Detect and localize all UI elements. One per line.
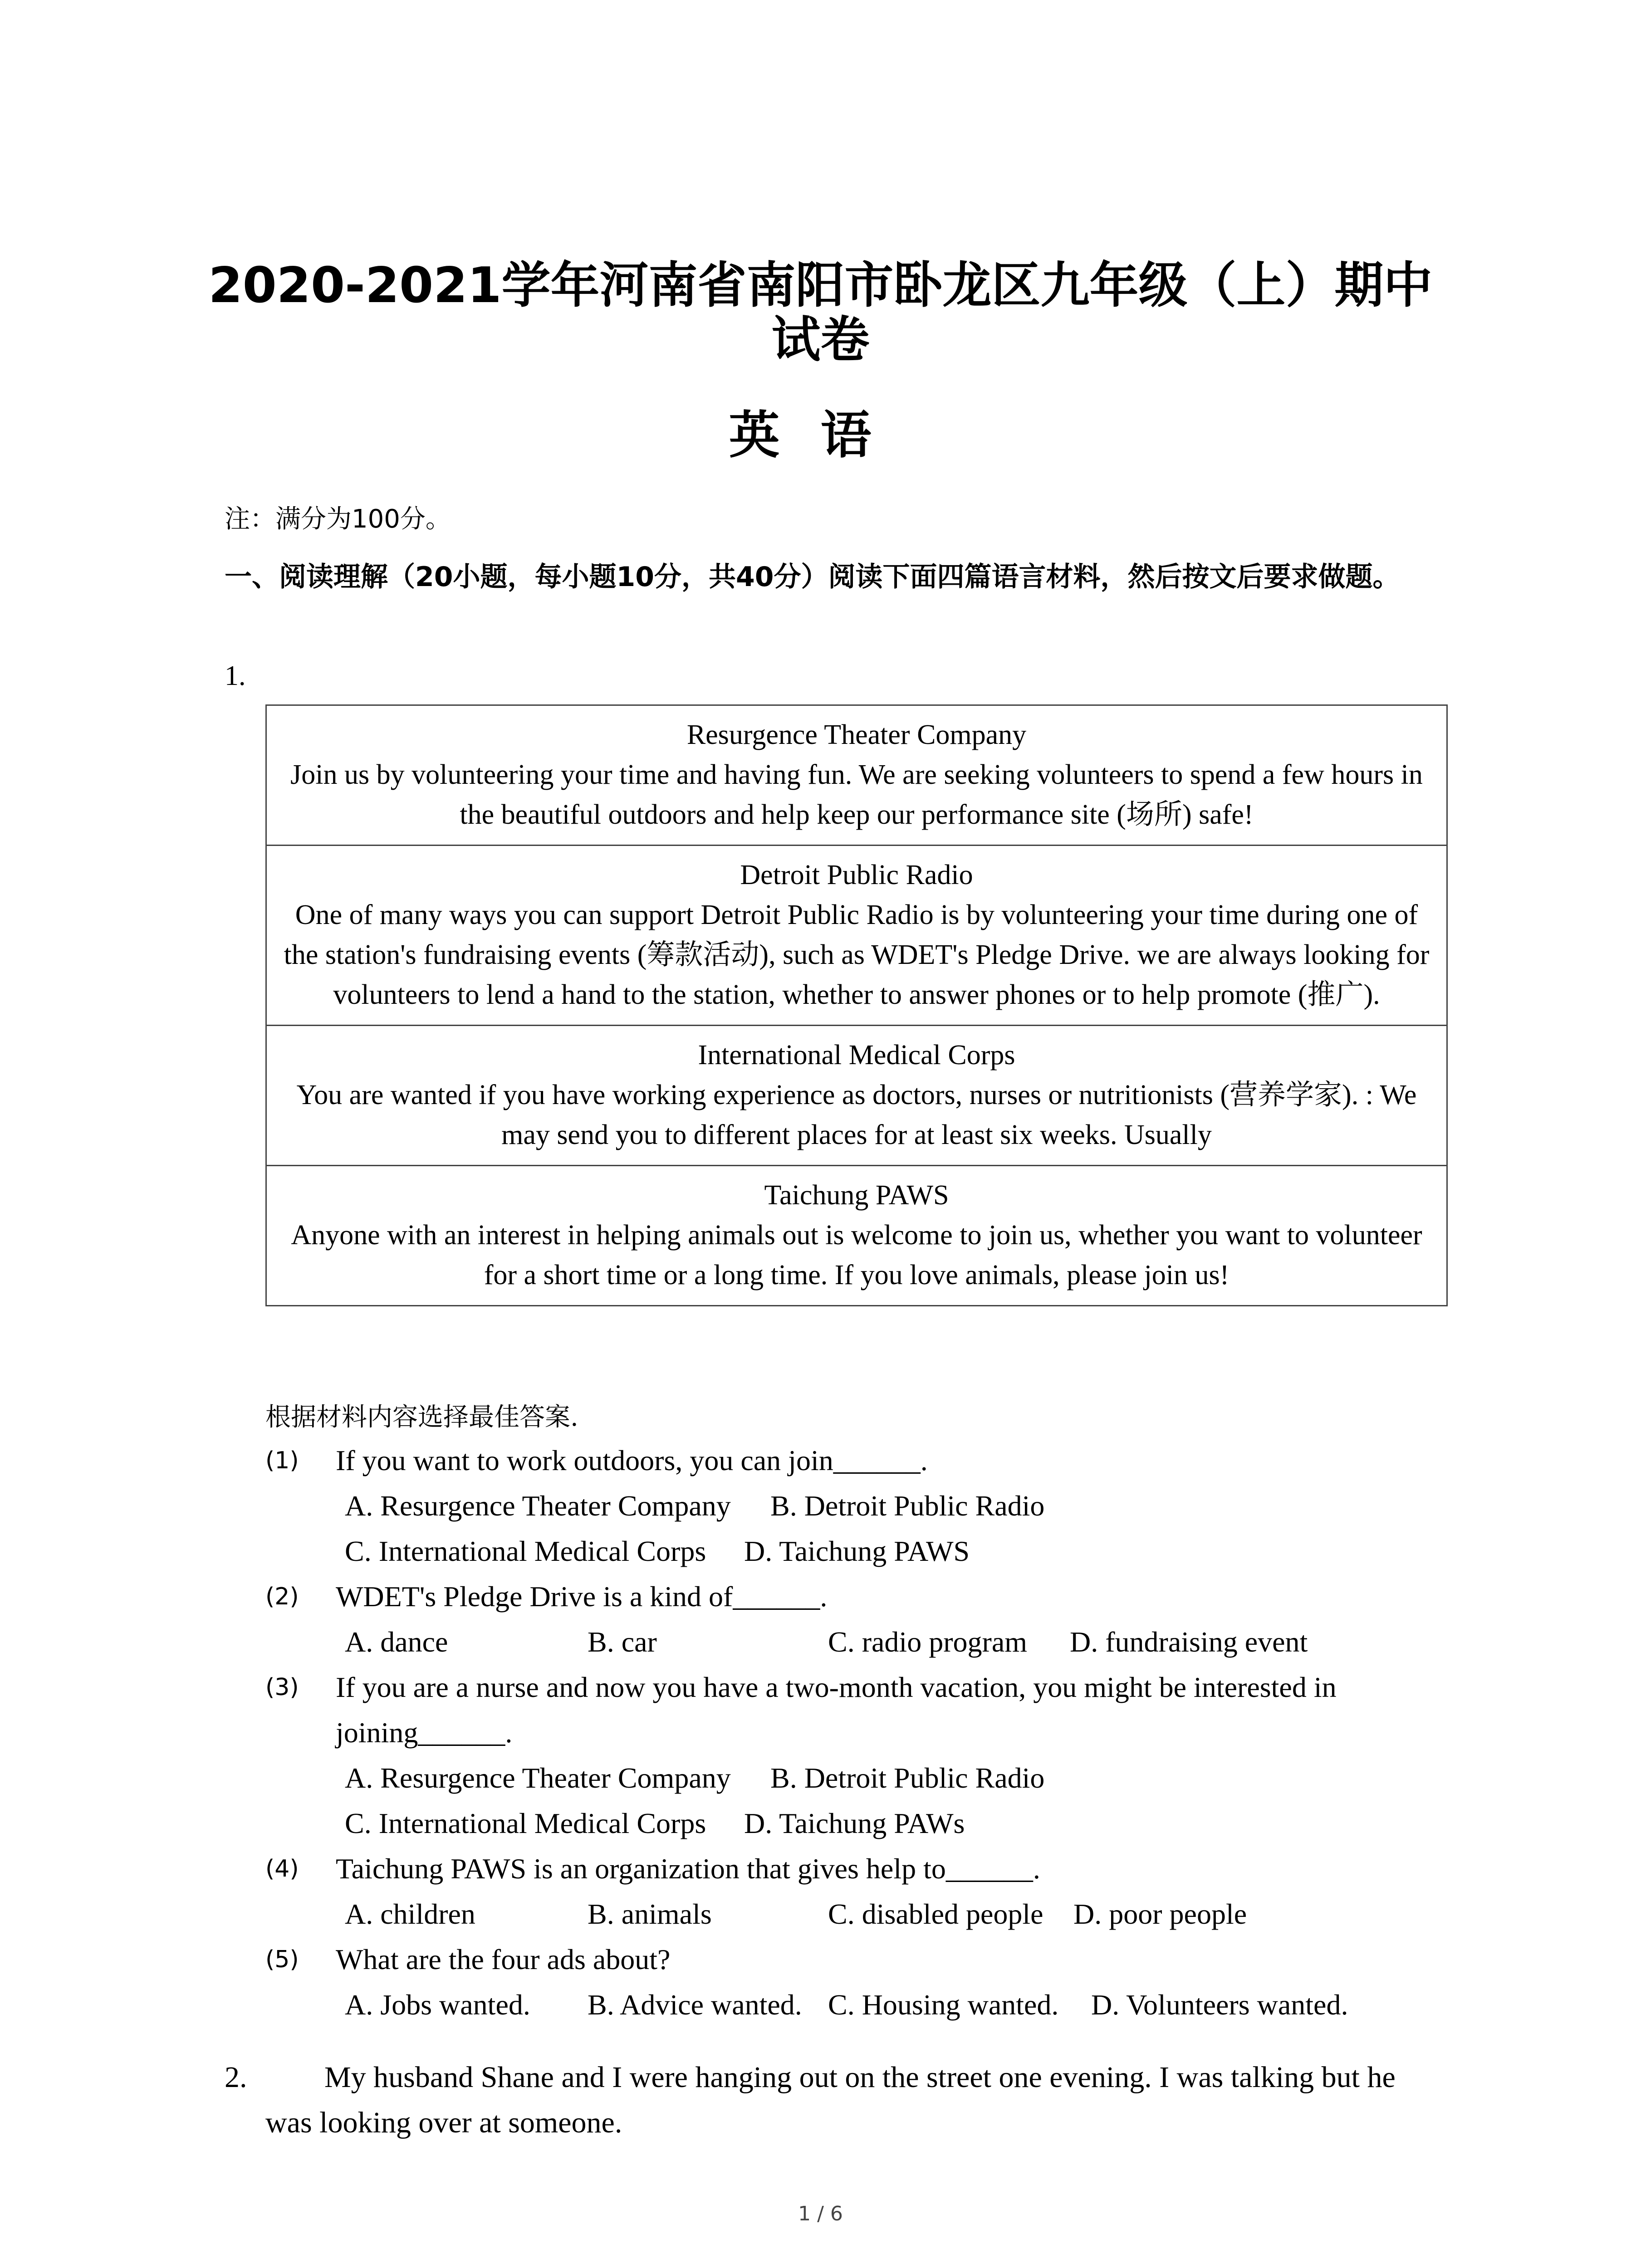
question-stem: What are the four ads about? <box>336 1943 671 1975</box>
ad-body: One of many ways you can support Detroit Public Radio is by volunteering your time during one of the station's fundraising events (筹款活动), such as WDET's Pledge Drive. we are always looking for volunteers to lend a hand to the station, whether to answer phones or to help promote (推广). <box>284 899 1430 1010</box>
ad-body: Anyone with an interest in helping animals out is welcome to join us, whether you want to volunteer for a short time or a long time. If you love animals, please join us! <box>291 1220 1422 1290</box>
question-stem: Taichung PAWS is an organization that gives help to______. <box>336 1853 1040 1885</box>
passage-number: 1. <box>225 660 246 691</box>
option-a: A. Resurgence Theater Company <box>345 1762 731 1794</box>
subject-heading: 英语 <box>729 406 912 465</box>
instruction-text: 根据材料内容选择最佳答案. <box>265 1403 578 1432</box>
ad-title: Resurgence Theater Company <box>686 719 1027 750</box>
question-number: (4) <box>265 1855 299 1882</box>
ad-box <box>267 1025 1446 1165</box>
ad-box <box>267 706 1446 845</box>
option-d: D. Volunteers wanted. <box>1091 1989 1348 2021</box>
ad-box <box>267 845 1446 1025</box>
page-indicator: 1 / 6 <box>798 2202 843 2225</box>
ad-box <box>267 1165 1446 1305</box>
option-b: B. car <box>588 1626 657 1658</box>
option-a: A. Resurgence Theater Company <box>345 1490 731 1522</box>
passage-text-line: was looking over at someone. <box>265 2106 622 2139</box>
exam-title-line1: 2020-2021学年河南省南阳市卧龙区九年级（上）期中 <box>208 257 1433 314</box>
option-c: C. radio program <box>828 1626 1027 1658</box>
ad-body: Join us by volunteering your time and having fun. We are seeking volunteers to spend a few hours in the beautiful outdoors and help keep our performance site (场所) safe! <box>290 759 1423 830</box>
exam-title-line2: 试卷 <box>771 312 870 368</box>
score-note: 注：满分为100分。 <box>225 504 451 534</box>
passage-text-line: My husband Shane and I were hanging out on the street one evening. I was talking but he <box>324 2061 1396 2094</box>
option-c: C. International Medical Corps <box>345 1807 706 1839</box>
option-a: A. children <box>345 1898 475 1930</box>
option-c: C. Housing wanted. <box>828 1989 1059 2021</box>
ad-title: Taichung PAWS <box>764 1180 949 1211</box>
ad-title: Detroit Public Radio <box>740 860 973 890</box>
option-b: B. Detroit Public Radio <box>770 1762 1045 1794</box>
option-a: A. Jobs wanted. <box>345 1989 530 2021</box>
option-c: C. International Medical Corps <box>345 1535 706 1567</box>
option-d: D. Taichung PAWS <box>744 1535 970 1567</box>
question-number: (5) <box>265 1946 299 1973</box>
option-a: A. dance <box>345 1626 448 1658</box>
section-heading: 一、阅读理解（20小题，每小题10分，共40分）阅读下面四篇语言材料，然后按文后要求做题。 <box>225 561 1400 593</box>
option-d: D. poor people <box>1073 1898 1247 1930</box>
question-stem: If you want to work outdoors, you can join______. <box>336 1444 928 1476</box>
question-number: (3) <box>265 1674 299 1701</box>
question-stem: If you are a nurse and now you have a two-month vacation, you might be interested in joining______. <box>336 1671 1337 1749</box>
option-c: C. disabled people <box>828 1898 1043 1930</box>
question-stem: WDET's Pledge Drive is a kind of______. <box>336 1580 828 1613</box>
option-b: B. animals <box>588 1898 712 1930</box>
option-d: D. Taichung PAWs <box>744 1807 965 1839</box>
ad-body: You are wanted if you have working experience as doctors, nurses or nutritionists (营养学家). : We may send you to different places for at least six weeks. Usually <box>296 1080 1417 1150</box>
question-number: (1) <box>265 1447 299 1474</box>
passage-number: 2. <box>225 2061 247 2094</box>
option-d: D. fundraising event <box>1070 1626 1308 1658</box>
option-b: B. Detroit Public Radio <box>770 1490 1045 1522</box>
ads-table <box>265 704 1448 1306</box>
question-number: (2) <box>265 1583 299 1610</box>
ad-title: International Medical Corps <box>698 1040 1015 1070</box>
option-b: B. Advice wanted. <box>588 1989 802 2021</box>
